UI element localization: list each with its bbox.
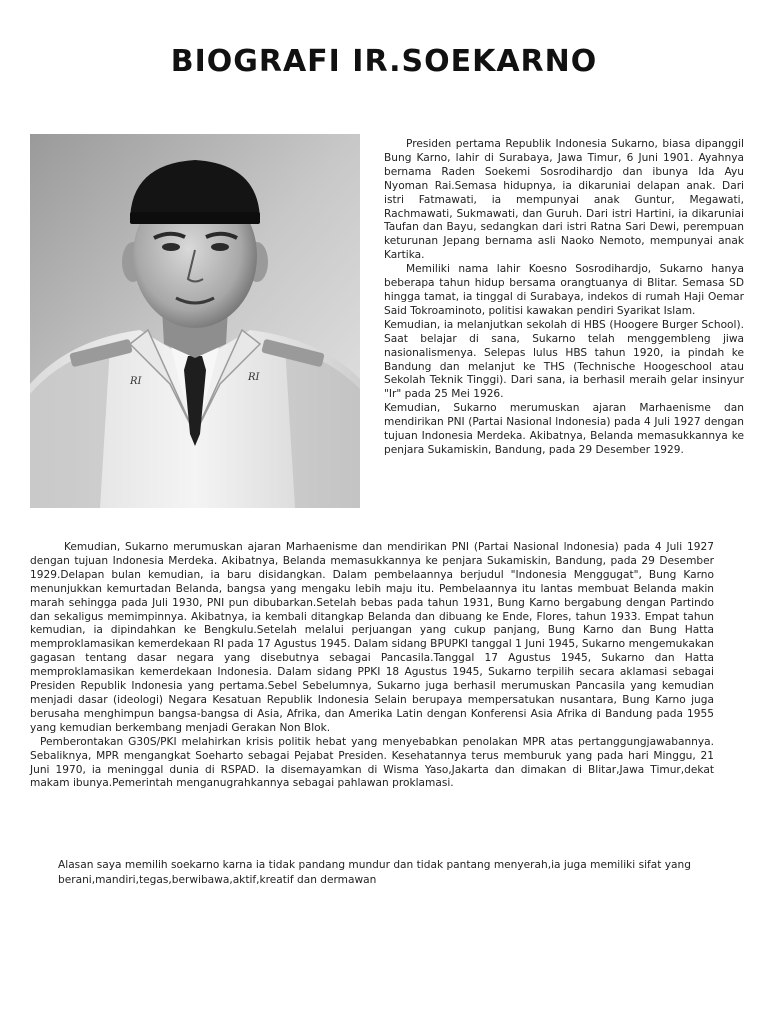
collar-badge-left: RI bbox=[130, 376, 142, 387]
portrait-photo bbox=[30, 134, 360, 508]
intro-paragraph-1: Presiden pertama Republik Indonesia Sukarno, biasa dipanggil Bung Karno, lahir di Surabaya, Jawa Timur, 6 Juni 1901. Ayahnya bernama Raden Soekemi Sosrodihardjo dan ibunya Ida Ayu Nyoman Rai.Semasa hidupnya, ia dikaruniai delapan anak. Dari istri Fatmawati, ia mempunyai anak Guntur, Megawati, Rachmawati, Sukmawati, dan Guruh. Dari istri Hartini, ia dikaruniai Taufan dan Bayu, sedangkan dari istri Ratna Sari Dewi, perempuan keturunan Jepang bernama asli Naoko Nemoto, mempunyai anak Kartika. bbox=[384, 138, 744, 262]
intro-paragraph-4: Kemudian, Sukarno merumuskan ajaran Marhaenisme dan mendirikan PNI (Partai Nasional lndonesia) pada 4 Juli 1927 dengan tujuan Indonesia Merdeka. Akibatnya, Belanda memasukkannya ke penjara Sukamiskin, Bandung, pada 29 Desember 1929. bbox=[384, 402, 744, 456]
body-paragraph-1: Kemudian, Sukarno merumuskan ajaran Marhaenisme dan mendirikan PNI (Partai Nasional lndonesia) pada 4 Juli 1927 dengan tujuan Indonesia Merdeka. Akibatnya, Belanda memasukkannya ke penjara Sukamiskin, Bandung, pada 29 Desember 1929.Delapan bulan kemudian, ia baru disidangkan. Dalam pembelaannya berjudul "Indonesia Menggugat", Bung Karno menunjukkan kemurtadan Belanda, bangsa yang mengaku lebih maju itu. Pembelaannya itu lantas membuat Belanda makin marah sehingga pada Juli 1930, PNI pun dibubarkan.Setelah bebas pada tahun 1931, Bung Karno bergabung dengan Partindo dan sekaligus memimpinnya. Akibatnya, ia kembali ditangkap Belanda dan dibuang ke Ende, Flores, tahun 1933. Empat tahun kemudian, ia dipindahkan ke Bengkulu.Setelah melalui perjuangan yang cukup panjang, Bung Karno dan Bung Hatta memproklamasikan kemerdekaan RI pada 17 Agustus 1945. Dalam sidang BPUPKI tanggal 1 Juni 1945, Sukarno mengemukakan gagasan tentang dasar negara yang disebutnya sebagai Pancasila.Tanggal 17 Agustus 1945, Sukarno dan Hatta memproklamasikan kemerdekaan Indonesia. Dalam sidang PPKI 18 Agustus 1945, Sukarno terpilih secara aklamasi sebagai Presiden Republik Indonesia yang pertama.Sebel Sebelumnya, Sukarno juga berhasil merumuskan Pancasila yang kemudian menjadi dasar (ideologi) Negara Kesatuan Republik Indonesia Selain berupaya mempersatukan nusantara, Bung Karno juga berusaha menghimpun bangsa-bangsa di Asia, Afrika, dan Amerika Latin dengan Konferensi Asia Afrika di Bandung pada 1955 yang kemudian berkembang menjadi Gerakan Non Blok. bbox=[30, 541, 714, 734]
intro-column bbox=[384, 138, 744, 458]
page-title: BIOGRAFI IR.SOEKARNO bbox=[170, 44, 598, 79]
intro-paragraph-2: Memiliki nama lahir Koesno Sosrodihardjo, Sukarno hanya beberapa tahun hidup bersama orangtuanya di Blitar. Semasa SD hingga tamat, ia tinggal di Surabaya, indekos di rumah Haji Oemar Said Tokroaminoto, politisi kawakan pendiri Syarikat Islam. bbox=[384, 263, 744, 317]
biography-body bbox=[30, 541, 714, 791]
body-paragraph-2: Pemberontakan G30S/PKI melahirkan krisis politik hebat yang menyebabkan penolakan MPR atas pertanggungjawabannya. Sebaliknya, MPR mengangkat Soeharto sebagai Pejabat Presiden. Kesehatannya terus memburuk yang pada hari Minggu, 21 Juni 1970, ia meninggal dunia di RSPAD. Ia disemayamkan di Wisma Yaso,Jakarta dan dimakan di Blitar,Jawa Timur,dekat makam ibunya.Pemerintah menganugrahkannya sebagai pahlawan proklamasi. bbox=[30, 735, 714, 790]
intro-paragraph-3: Kemudian, ia melanjutkan sekolah di HBS (Hoogere Burger School). Saat belajar di sana, Sukarno telah menggembleng jiwa nasionalismenya. Selepas lulus HBS tahun 1920, ia pindah ke Bandung dan melanjut ke THS (Technische Hoogeschool atau Sekolah Teknik Tinggi). Dari sana, ia berhasil meraih gelar insinyur "Ir" pada 25 Mei 1926. bbox=[384, 318, 744, 401]
collar-badge-right: RI bbox=[248, 372, 260, 383]
closing-paragraph: Alasan saya memilih soekarno karna ia tidak pandang mundur dan tidak pantang menyerah,ia juga memiliki sifat yang berani,mandiri,tegas,berwibawa,aktif,kreatif dan dermawan bbox=[58, 859, 691, 886]
